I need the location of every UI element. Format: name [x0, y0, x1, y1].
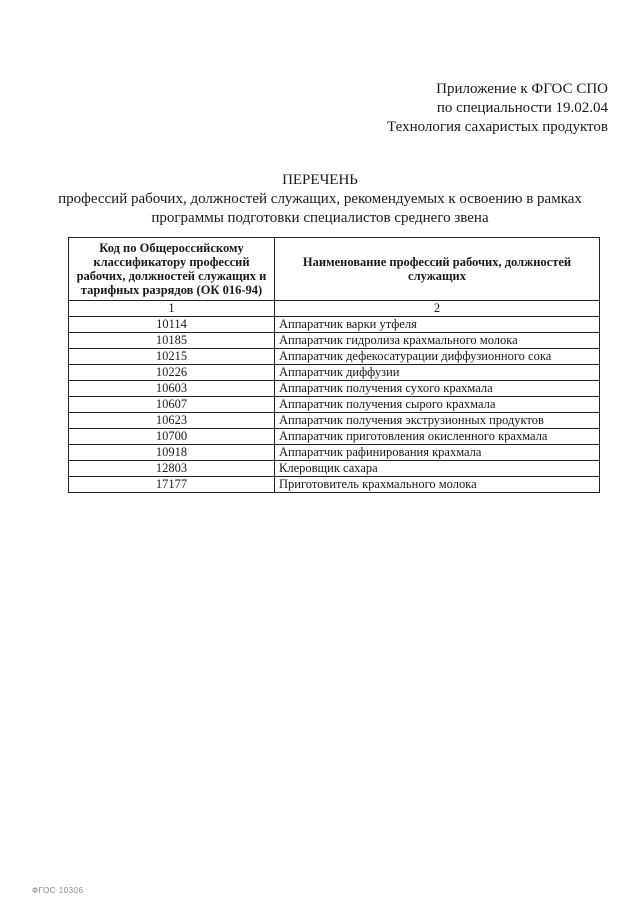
profession-code: 10607: [69, 397, 275, 413]
table-row: [69, 365, 600, 381]
profession-code: 10918: [69, 445, 275, 461]
profession-name: Аппаратчик дефекосатурации диффузионного сока: [275, 349, 600, 365]
appendix-line-3: Технология сахаристых продуктов: [387, 119, 608, 135]
column-number-1: 1: [69, 301, 275, 317]
appendix-line-2: по специальности 19.02.04: [436, 100, 608, 116]
profession-name: Аппаратчик рафинирования крахмала: [275, 445, 600, 461]
profession-code: 12803: [69, 461, 275, 477]
profession-name: Аппаратчик получения сухого крахмала: [275, 381, 600, 397]
table-row: [69, 445, 600, 461]
profession-name: Аппаратчик получения экструзионных продуктов: [275, 413, 600, 429]
profession-name: Аппаратчик приготовления окисленного крахмала: [275, 429, 600, 445]
table-row: [69, 349, 600, 365]
column-number-row: [69, 301, 600, 317]
profession-code: 10700: [69, 429, 275, 445]
footer-stamp: ФГОС 10306: [32, 886, 84, 895]
profession-code: 10603: [69, 381, 275, 397]
table-row: [69, 381, 600, 397]
column-number-2: 2: [275, 301, 600, 317]
profession-name: Приготовитель крахмального молока: [275, 477, 600, 493]
appendix-line-1: Приложение к ФГОС СПО: [436, 81, 608, 97]
profession-code: 10114: [69, 317, 275, 333]
table-row: [69, 429, 600, 445]
profession-name: Аппаратчик получения сырого крахмала: [275, 397, 600, 413]
table-row: [69, 333, 600, 349]
profession-name: Аппаратчик варки утфеля: [275, 317, 600, 333]
header-name: Наименование профессий рабочих, должностей служащих: [275, 238, 600, 301]
profession-code: 10226: [69, 365, 275, 381]
table-row: [69, 477, 600, 493]
document-title: ПЕРЕЧЕНЬ: [282, 172, 358, 188]
table-row: [69, 397, 600, 413]
table-header-row: [69, 238, 600, 301]
table-row: [69, 317, 600, 333]
table-row: [69, 461, 600, 477]
profession-name: Клеровщик сахара: [275, 461, 600, 477]
profession-code: 10185: [69, 333, 275, 349]
document-subtitle: профессий рабочих, должностей служащих, рекомендуемых к освоению в рамках программы подготовки специалистов среднего звена: [58, 191, 582, 226]
profession-code: 17177: [69, 477, 275, 493]
profession-name: Аппаратчик диффузии: [275, 365, 600, 381]
table-row: [69, 413, 600, 429]
profession-code: 10623: [69, 413, 275, 429]
profession-code: 10215: [69, 349, 275, 365]
header-code: Код по Общероссийскому классификатору профессий рабочих, должностей служащих и тарифных разрядов (ОК 016-94): [69, 238, 275, 301]
profession-name: Аппаратчик гидролиза крахмального молока: [275, 333, 600, 349]
professions-table: [68, 237, 600, 493]
appendix-block: [387, 80, 608, 137]
